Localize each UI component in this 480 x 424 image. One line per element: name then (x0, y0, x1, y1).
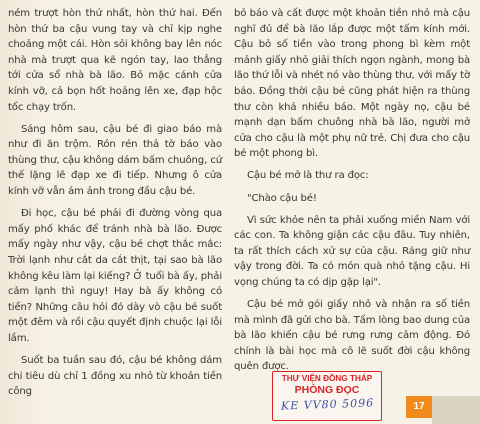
library-stamp (272, 371, 382, 421)
paragraph: "Chào cậu bé! (247, 192, 317, 204)
paragraph: Cậu bé mở gói giấy nhỏ và nhận ra số tiền mà mình đã gửi cho bà. Tấm lòng bao dung của bà lão khiến cậu bé rưng rưng cảm động. Đó chính là bài học mà cô lẽ suốt đời cậu không quên được. (234, 299, 470, 373)
paragraph: Đi học, cậu bé phải đi đường vòng qua mấy phố khác để tránh nhà bà lão. Được mấy ngày như vậy, cậu bé chợt thắc mắc: Trời lạnh như cắt da cắt thịt, tại sao bà lão không kêu làm lại kiếng? Ở tuổi bà ấy, phải cảm lạnh thì nguy! Hay bà ấy không có tiền? Những câu hỏi đó dày vò cậu bé suốt một đêm và rồi cậu quyết định chuộc lại lỗi lầm. (8, 208, 222, 344)
paragraph: Cậu bé mở là thư ra đọc: (247, 170, 369, 182)
paragraph: Sáng hôm sau, cậu bé đi giao báo mà như đi ăn trộm. Rón rén thả tờ báo vào thùng thư, cậu không dám bấm chuông, cứ thế lặng lẽ đạp xe đi tiếp. Nhưng ô cửa kính vỡ vẫn ám ảnh trong đầu cậu bé. (8, 123, 222, 198)
paragraph: ném trượt hòn thứ nhất, hòn thứ hai. Đến hòn thứ ba cậu vung tay và chỉ kịp nghe choảng một cái. Hòn sỏi không bay lên nóc nhà mà trượt qua kẽ ngón tay, lao thẳng tới cửa sổ nhà bà lão. Bỏ mặc cánh cửa kính vỡ, cả bọn hốt hoảng lên xe, đạp hộc tốc chạy trốn. (8, 8, 222, 113)
stamp-library-name: THƯ VIỆN ĐỒNG THÁP (281, 374, 373, 383)
right-text-column (234, 6, 470, 382)
paragraph: bỏ báo và cất được một khoản tiền nhỏ mà cậu nghĩ đủ để bà lão lắp được một tấm kính mới. Cậu bỏ số tiền vào trong phong bì kèm một mảnh giấy nhỏ giải thích ngọn ngành, mong bà lão thứ lỗi và nhét nó vào thùng thư, với mấy tờ báo. Đồng thời cậu bé cũng phát hiện ra thùng thư còn khá nhiều báo. Một ngày nọ, cậu bé mạnh dạn bấm chuông nhà bà lão, người mở cửa cho cậu là một phụ nữ trẻ. Chị đưa cho cậu bé một phong bì. (234, 8, 470, 160)
stamp-handwritten-code: KE VV80 5096 (280, 396, 375, 413)
page-corner (432, 396, 480, 424)
paragraph: Vì sức khỏe nên ta phải xuống miền Nam với các con. Ta không giận các cậu đâu. Tuy nhiên, ta rất thích cách xử sự của cậu. Ráng giữ như vậy trong đời. Ta có món quà nhỏ tặng cậu. Hi vọng chúng ta có dịp gặp lại". (234, 214, 470, 288)
left-text-column (8, 6, 222, 406)
stamp-room-name: PHÒNG ĐỌC (294, 384, 360, 396)
page-number: 17 (406, 396, 432, 418)
paragraph: Suốt ba tuần sau đó, cậu bé không dám chi tiêu dù chỉ 1 đồng xu nhỏ từ khoản tiền công (8, 354, 222, 398)
